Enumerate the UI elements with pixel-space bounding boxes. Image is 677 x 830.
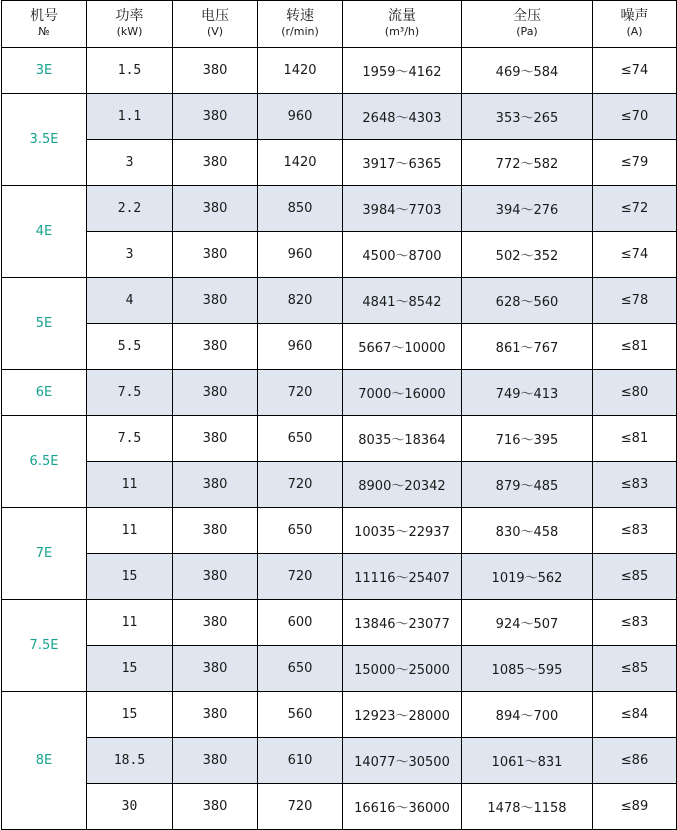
header-flow [343,1,462,48]
model-cell: 6.5E [2,416,87,508]
table-row [2,462,677,508]
speed-cell: 960 [258,232,343,278]
pressure-cell: 1085～595 [462,646,593,692]
noise-cell: ≤72 [593,186,677,232]
pressure-cell: 1019～562 [462,554,593,600]
flow-cell: 3917～6365 [343,140,462,186]
noise-cell: ≤86 [593,738,677,784]
model-cell: 5E [2,278,87,370]
flow-cell: 15000～25000 [343,646,462,692]
pressure-cell: 879～485 [462,462,593,508]
flow-cell: 10035～22937 [343,508,462,554]
voltage-cell: 380 [173,738,258,784]
table-row [2,738,677,784]
power-cell: 1.1 [87,94,173,140]
speed-cell: 650 [258,646,343,692]
power-cell: 18.5 [87,738,173,784]
flow-cell: 12923～28000 [343,692,462,738]
voltage-cell: 380 [173,600,258,646]
header-pressure-label: 全压 [513,8,541,24]
header-speed-label: 转速 [286,8,314,24]
pressure-cell: 924～507 [462,600,593,646]
table-body [2,48,677,830]
flow-cell: 1959～4162 [343,48,462,94]
noise-cell: ≤85 [593,646,677,692]
flow-cell: 5667～10000 [343,324,462,370]
speed-cell: 850 [258,186,343,232]
table-row [2,186,677,232]
table-row [2,646,677,692]
noise-cell: ≤81 [593,416,677,462]
header-flow-label: 流量 [388,8,416,24]
speed-cell: 600 [258,600,343,646]
table-row [2,554,677,600]
power-cell: 30 [87,784,173,830]
table-row [2,416,677,462]
voltage-cell: 380 [173,692,258,738]
table-row [2,278,677,324]
pressure-cell: 894～700 [462,692,593,738]
speed-cell: 720 [258,554,343,600]
power-cell: 15 [87,646,173,692]
table-row [2,94,677,140]
table-row [2,692,677,738]
model-cell: 8E [2,692,87,830]
pressure-cell: 1061～831 [462,738,593,784]
voltage-cell: 380 [173,554,258,600]
voltage-cell: 380 [173,646,258,692]
pressure-cell: 469～584 [462,48,593,94]
header-power-label: 功率 [115,8,144,24]
noise-cell: ≤78 [593,278,677,324]
header-speed [258,1,343,48]
flow-cell: 13846～23077 [343,600,462,646]
table-row [2,48,677,94]
noise-cell: ≤83 [593,508,677,554]
power-cell: 2.2 [87,186,173,232]
power-cell: 4 [87,278,173,324]
model-cell: 6E [2,370,87,416]
noise-cell: ≤84 [593,692,677,738]
pressure-cell: 716～395 [462,416,593,462]
table-row [2,370,677,416]
power-cell: 15 [87,554,173,600]
header-voltage [173,1,258,48]
voltage-cell: 380 [173,278,258,324]
voltage-cell: 380 [173,48,258,94]
pressure-cell: 772～582 [462,140,593,186]
voltage-cell: 380 [173,462,258,508]
pressure-cell: 628～560 [462,278,593,324]
speed-cell: 610 [258,738,343,784]
model-cell: 3E [2,48,87,94]
header-voltage-unit: (V) [206,25,224,38]
power-cell: 11 [87,600,173,646]
flow-cell: 7000～16000 [343,370,462,416]
voltage-cell: 380 [173,416,258,462]
power-cell: 1.5 [87,48,173,94]
model-cell: 7E [2,508,87,600]
noise-cell: ≤89 [593,784,677,830]
pressure-cell: 830～458 [462,508,593,554]
pressure-cell: 861～767 [462,324,593,370]
noise-cell: ≤85 [593,554,677,600]
flow-cell: 16616～36000 [343,784,462,830]
pressure-cell: 502～352 [462,232,593,278]
header-power [87,1,173,48]
header-model-unit: № [38,25,50,38]
pressure-cell: 394～276 [462,186,593,232]
flow-cell: 8035～18364 [343,416,462,462]
noise-cell: ≤74 [593,232,677,278]
power-cell: 7.5 [87,416,173,462]
header-noise [593,1,677,48]
noise-cell: ≤79 [593,140,677,186]
speed-cell: 720 [258,784,343,830]
power-cell: 11 [87,462,173,508]
power-cell: 5.5 [87,324,173,370]
model-cell: 7.5E [2,600,87,692]
voltage-cell: 380 [173,324,258,370]
power-cell: 3 [87,232,173,278]
header-model-label: 机号 [30,8,58,24]
table-row [2,140,677,186]
table-row [2,324,677,370]
speed-cell: 650 [258,416,343,462]
model-cell: 4E [2,186,87,278]
power-cell: 11 [87,508,173,554]
power-cell: 7.5 [87,370,173,416]
speed-cell: 560 [258,692,343,738]
noise-cell: ≤83 [593,462,677,508]
header-flow-unit: (m³/h) [384,25,420,38]
table-row [2,600,677,646]
pressure-cell: 749～413 [462,370,593,416]
noise-cell: ≤83 [593,600,677,646]
speed-cell: 960 [258,94,343,140]
power-cell: 3 [87,140,173,186]
speed-cell: 960 [258,324,343,370]
speed-cell: 720 [258,462,343,508]
voltage-cell: 380 [173,186,258,232]
power-cell: 15 [87,692,173,738]
flow-cell: 14077～30500 [343,738,462,784]
table-row [2,508,677,554]
voltage-cell: 380 [173,140,258,186]
header-model [2,1,87,48]
speed-cell: 720 [258,370,343,416]
voltage-cell: 380 [173,508,258,554]
header-voltage-label: 电压 [201,8,229,24]
flow-cell: 4841～8542 [343,278,462,324]
pressure-cell: 1478～1158 [462,784,593,830]
flow-cell: 8900～20342 [343,462,462,508]
noise-cell: ≤80 [593,370,677,416]
header-pressure-unit: (Pa) [516,25,538,38]
header-speed-unit: (r/min) [281,25,319,38]
header-noise-unit: (A) [626,25,643,38]
voltage-cell: 380 [173,784,258,830]
voltage-cell: 380 [173,94,258,140]
speed-cell: 1420 [258,48,343,94]
speed-cell: 820 [258,278,343,324]
pressure-cell: 353～265 [462,94,593,140]
speed-cell: 1420 [258,140,343,186]
flow-cell: 4500～8700 [343,232,462,278]
voltage-cell: 380 [173,232,258,278]
noise-cell: ≤70 [593,94,677,140]
flow-cell: 3984～7703 [343,186,462,232]
header-pressure [462,1,593,48]
header-noise-label: 噪声 [620,8,649,24]
header-power-unit: (kW) [116,25,143,38]
fan-spec-table [1,0,677,830]
voltage-cell: 380 [173,370,258,416]
noise-cell: ≤81 [593,324,677,370]
header-row [2,1,677,48]
flow-cell: 11116～25407 [343,554,462,600]
flow-cell: 2648～4303 [343,94,462,140]
noise-cell: ≤74 [593,48,677,94]
table-row [2,784,677,830]
model-cell: 3.5E [2,94,87,186]
table-row [2,232,677,278]
speed-cell: 650 [258,508,343,554]
